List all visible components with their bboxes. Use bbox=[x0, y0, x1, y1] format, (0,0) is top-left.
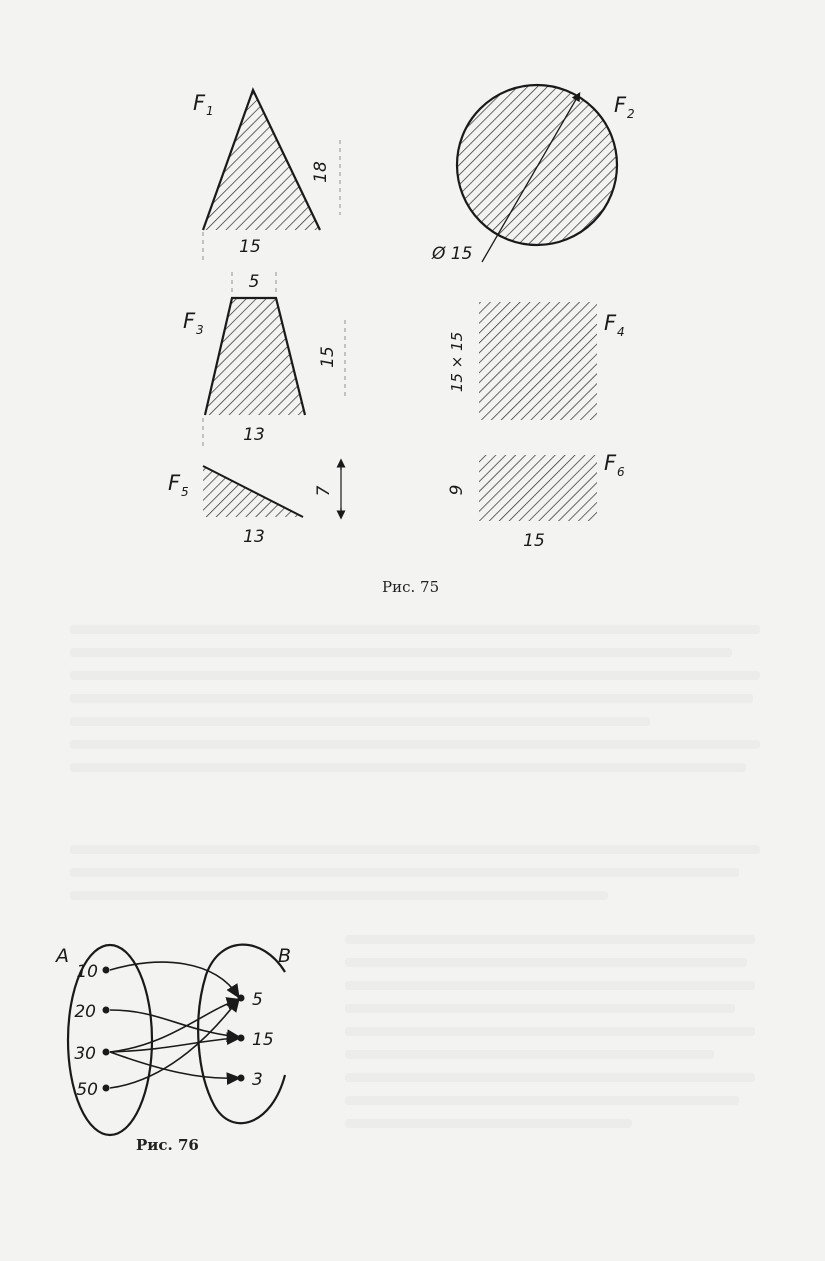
figure-f4 bbox=[448, 302, 625, 420]
f1-subscript: 1 bbox=[206, 104, 214, 118]
f6-label: F bbox=[604, 451, 617, 475]
f5-subscript: 5 bbox=[181, 485, 189, 499]
f3-height-label: 15 bbox=[318, 346, 338, 368]
f1-triangle-hatch bbox=[203, 90, 320, 230]
figure-f1 bbox=[193, 90, 340, 262]
f4-label: F bbox=[604, 311, 617, 335]
f3-bottom-label: 13 bbox=[243, 425, 265, 445]
f1-height-label: 18 bbox=[311, 161, 331, 183]
set-a-element-10: 10 bbox=[76, 962, 98, 982]
f5-base-label: 13 bbox=[243, 527, 265, 547]
figure-f2 bbox=[431, 85, 635, 264]
set-a-label: A bbox=[56, 945, 69, 967]
f6-height-label: 9 bbox=[447, 484, 467, 496]
arrow-30-to-3 bbox=[110, 1052, 238, 1078]
set-b-label: B bbox=[278, 945, 292, 967]
set-a-point-30 bbox=[103, 1049, 110, 1056]
f2-subscript: 2 bbox=[627, 107, 635, 121]
f1-label: F bbox=[193, 91, 206, 115]
set-b-point-3 bbox=[238, 1075, 245, 1082]
f6-width-label: 15 bbox=[523, 531, 545, 551]
f5-height-label: 7 bbox=[314, 485, 334, 497]
arrow-50-to-5 bbox=[110, 1000, 238, 1088]
f6-rectangle-hatch bbox=[479, 455, 597, 521]
figure-f3 bbox=[183, 272, 345, 450]
f4-square-hatch bbox=[479, 302, 597, 420]
set-b-element-5: 5 bbox=[252, 990, 263, 1010]
arrow-10-to-5 bbox=[110, 962, 238, 996]
figure-76-caption: Рис. 76 bbox=[136, 1136, 199, 1154]
set-a-point-10 bbox=[103, 967, 110, 974]
set-b-point-15 bbox=[238, 1035, 245, 1042]
figure-75-caption: Рис. 75 bbox=[382, 578, 440, 596]
f4-subscript: 4 bbox=[617, 325, 625, 339]
set-a-element-30: 30 bbox=[74, 1044, 96, 1064]
figure-76-mapping bbox=[54, 945, 291, 1135]
f3-subscript: 3 bbox=[196, 323, 204, 337]
arrow-30-to-15 bbox=[110, 1038, 238, 1052]
f4-size-label: 15 × 15 bbox=[448, 331, 466, 393]
faded-text-block-1 bbox=[70, 625, 760, 786]
set-b-element-15: 15 bbox=[252, 1030, 274, 1050]
arrow-30-to-5 bbox=[110, 1000, 238, 1052]
figure-f5 bbox=[168, 463, 341, 547]
set-a-element-20: 20 bbox=[74, 1002, 96, 1022]
set-a-point-50 bbox=[103, 1085, 110, 1092]
set-a-element-50: 50 bbox=[76, 1080, 98, 1100]
f3-top-label: 5 bbox=[248, 272, 260, 292]
f2-label: F bbox=[614, 93, 627, 117]
figure-f6 bbox=[447, 451, 625, 551]
faded-text-block-2 bbox=[70, 845, 760, 914]
f1-base-label: 15 bbox=[239, 237, 261, 257]
set-a-point-20 bbox=[103, 1007, 110, 1014]
f5-label: F bbox=[168, 471, 181, 495]
faded-text-block-3 bbox=[345, 935, 755, 1142]
set-b-element-3: 3 bbox=[252, 1070, 263, 1090]
f2-diameter-label: Ø 15 bbox=[432, 244, 473, 264]
f3-label: F bbox=[183, 309, 196, 333]
f6-subscript: 6 bbox=[617, 465, 625, 479]
